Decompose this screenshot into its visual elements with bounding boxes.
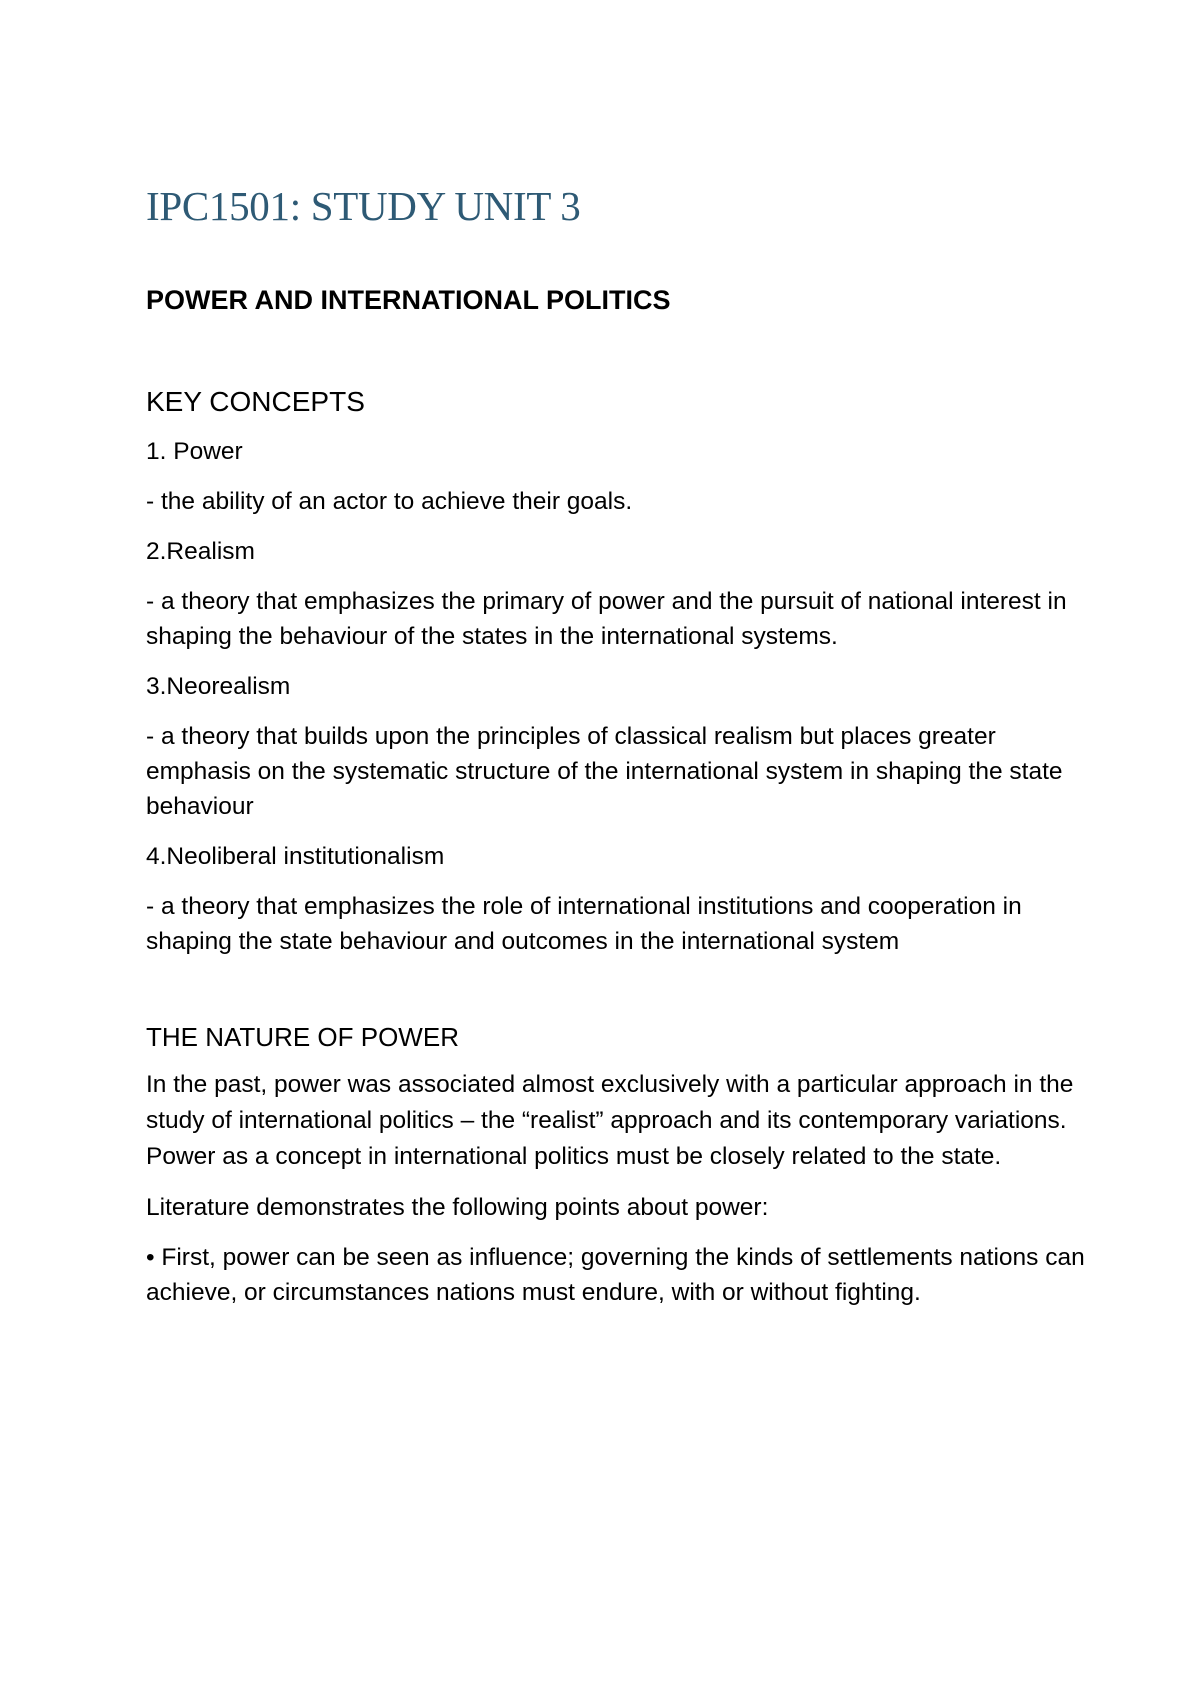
concept-term: 2.Realism [146,538,255,565]
nature-of-power-heading: THE NATURE OF POWER [146,1022,459,1052]
concept-definition: - a theory that builds upon the principles of classical realism but places greater emphasis on the systematic structure of the international system in shaping the state behaviour [146,723,1063,820]
nature-of-power-intro: Literature demonstrates the following points about power: [146,1194,769,1221]
concept-term: 3.Neorealism [146,673,291,700]
document-title: IPC1501: STUDY UNIT 3 [146,183,581,229]
concept-definition: - a theory that emphasizes the role of international institutions and cooperation in shaping the state behaviour and outcomes in the international system [146,893,1022,955]
key-concepts-heading: KEY CONCEPTS [146,386,365,417]
concept-definition: - a theory that emphasizes the primary of power and the pursuit of national interest in shaping the behaviour of the states in the international systems. [146,588,1067,650]
document-subtitle: POWER AND INTERNATIONAL POLITICS [146,285,671,315]
nature-of-power-bullet: • First, power can be seen as influence; governing the kinds of settlements nations can achieve, or circumstances nations must endure, with or without fighting. [146,1244,1085,1306]
concept-term: 4.Neoliberal institutionalism [146,843,445,870]
document-body [146,178,1086,1310]
nature-of-power-paragraph: In the past, power was associated almost exclusively with a particular approach in the study of international politics – the “realist” approach and its contemporary variations. Power as a concept in international politics must be closely related to the state. [146,1071,1074,1170]
concept-term: 1. Power [146,438,243,465]
concept-definition: - the ability of an actor to achieve their goals. [146,488,633,515]
